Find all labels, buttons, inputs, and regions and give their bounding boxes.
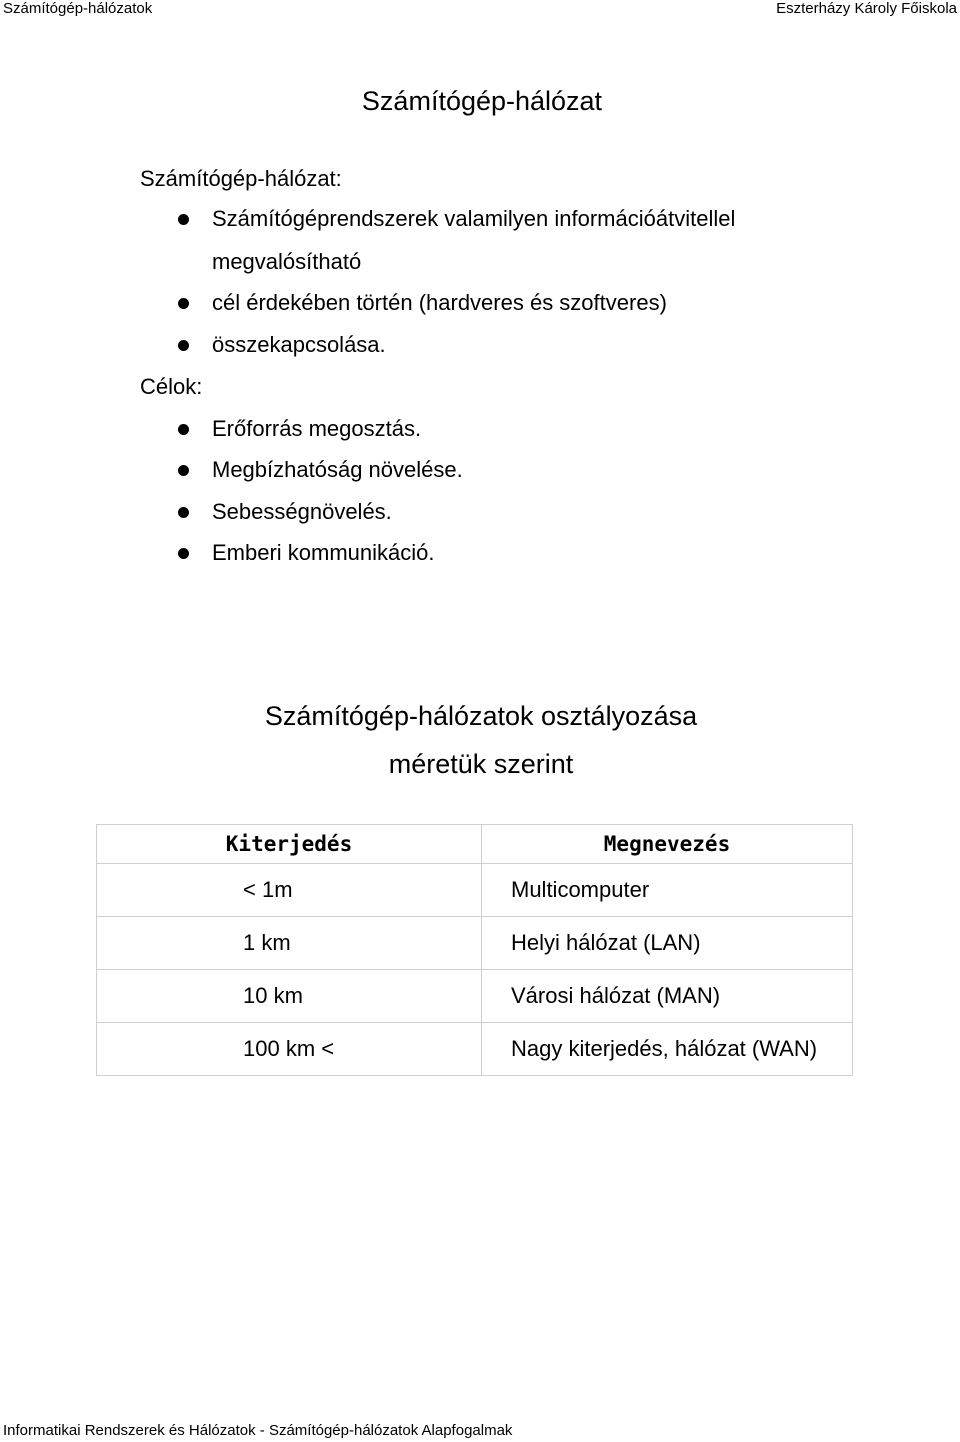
table-row — [97, 864, 853, 917]
definition-item-continuation: megvalósítható — [212, 249, 362, 274]
header-left-title: Számítógép-hálózatok — [3, 0, 153, 17]
definition-item-text: összekapcsolása. — [212, 332, 386, 357]
definition-item — [178, 206, 735, 232]
goal-item-text: Sebességnövelés. — [212, 499, 392, 524]
column-header-name: Megnevezés — [482, 825, 853, 864]
column-header-extent: Kiterjedés — [97, 825, 482, 864]
extent-cell: 10 km — [97, 970, 482, 1023]
header-right-institution: Eszterházy Károly Főiskola — [776, 0, 957, 17]
goals-label: Célok: — [140, 374, 203, 399]
goal-item-text: Megbízhatóság növelése. — [212, 457, 463, 482]
extent-cell: 1 km — [97, 917, 482, 970]
goal-item — [178, 416, 421, 442]
name-cell: Multicomputer — [482, 864, 853, 917]
classification-table — [96, 824, 853, 1076]
extent-cell: 100 km < — [97, 1023, 482, 1076]
goal-item-text: Emberi kommunikáció. — [212, 540, 435, 565]
bullet-icon — [178, 214, 189, 225]
name-cell: Nagy kiterjedés, hálózat (WAN) — [482, 1023, 853, 1076]
name-cell: Városi hálózat (MAN) — [482, 970, 853, 1023]
definition-item — [178, 332, 386, 358]
goal-item-text: Erőforrás megosztás. — [212, 416, 422, 441]
definition-item-text: cél érdekében történ (hardveres és szoftveres) — [212, 290, 667, 315]
table-row — [97, 1023, 853, 1076]
section-title: Számítógép-hálózatok osztályozása — [264, 701, 698, 731]
goal-item — [178, 540, 435, 566]
definition-item — [178, 290, 667, 316]
page-footer: Informatikai Rendszerek és Hálózatok - Számítógép-hálózatok Alapfogalmak — [3, 1422, 513, 1439]
definition-item-text: Számítógéprendszerek valamilyen információátvitellel — [212, 206, 736, 231]
section-subtitle: méretük szerint — [388, 749, 574, 779]
name-cell: Helyi hálózat (LAN) — [482, 917, 853, 970]
bullet-icon — [178, 465, 189, 476]
bullet-icon — [178, 424, 189, 435]
bullet-icon — [178, 507, 189, 518]
bullet-icon — [178, 298, 189, 309]
goal-item — [178, 457, 463, 483]
bullet-icon — [178, 340, 189, 351]
extent-cell: < 1m — [97, 864, 482, 917]
goal-item — [178, 499, 392, 525]
page-title: Számítógép-hálózat — [361, 86, 603, 116]
table-row — [97, 970, 853, 1023]
bullet-icon — [178, 548, 189, 559]
definition-label: Számítógép-hálózat: — [140, 166, 342, 191]
table-row — [97, 917, 853, 970]
table-header-row — [97, 825, 853, 864]
